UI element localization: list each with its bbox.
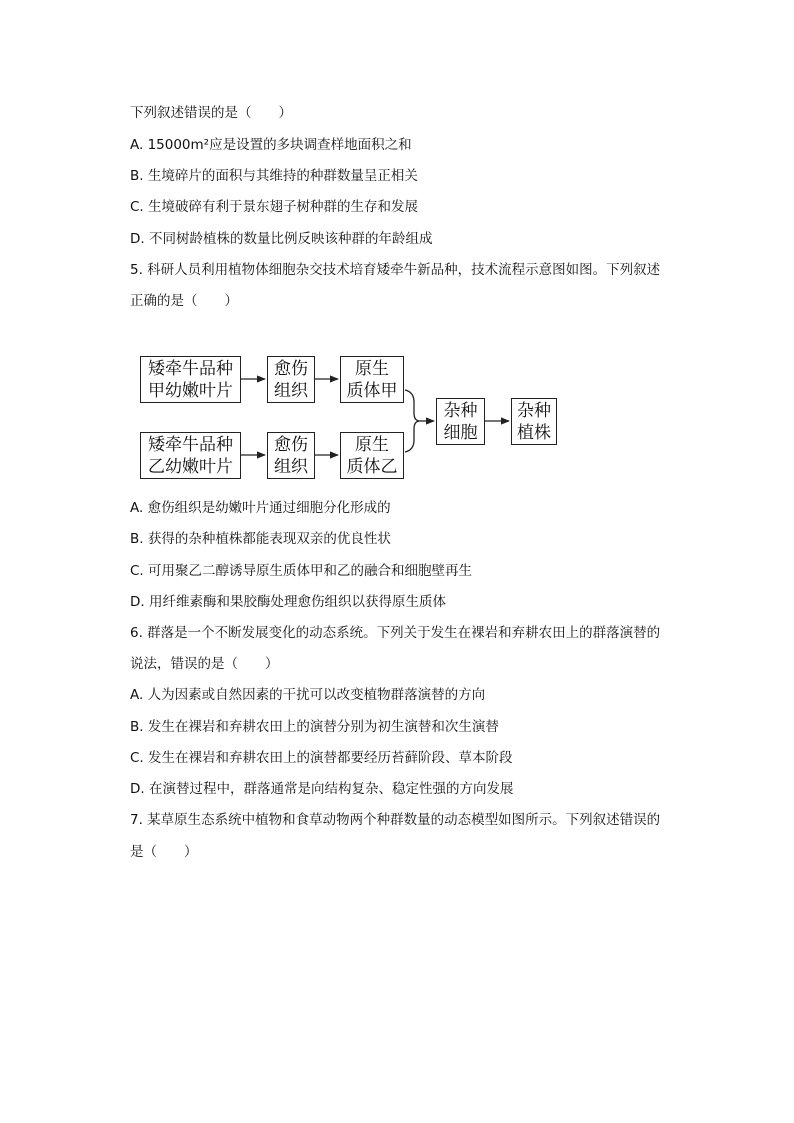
box-protoplast-a-line2: 质体甲	[346, 380, 398, 401]
q7-stem-line1: 7. 某草原生态系统中植物和食草动物两个种群数量的动态模型如图所示。下列叙述错误的	[130, 812, 661, 828]
q7-stem-line2: 是（ ）	[130, 844, 198, 860]
box-callus-b-line1: 愈伤	[274, 434, 308, 455]
box-protoplast-b-line1: 原生	[355, 434, 389, 455]
q6-option-d[interactable]: D. 在演替过程中，群落通常是向结构复杂、稳定性强的方向发展	[130, 781, 514, 797]
q5-option-b[interactable]: B. 获得的杂种植株都能表现双亲的优良性状	[130, 531, 391, 547]
box-leaf-b	[140, 432, 241, 479]
q6-option-a[interactable]: A. 人为因素或自然因素的干扰可以改变植物群落演替的方向	[130, 687, 486, 703]
q4-option-d[interactable]: D. 不同树龄植株的数量比例反映该种群的年龄组成	[130, 231, 433, 247]
box-callus-a-line2: 组织	[274, 380, 308, 401]
box-hybrid-plant-line2: 植株	[517, 422, 551, 443]
q5-option-d[interactable]: D. 用纤维素酶和果胶酶处理愈伤组织以获得原生质体	[130, 594, 446, 610]
box-callus-b-line2: 组织	[274, 456, 308, 477]
box-hybrid-plant	[511, 398, 557, 445]
q6-stem-line1: 6. 群落是一个不断发展变化的动态系统。下列关于发生在裸岩和弃耕农田上的群落演替的	[130, 625, 661, 641]
merge-brace	[405, 390, 420, 452]
q6-option-c[interactable]: C. 发生在裸岩和弃耕农田上的演替都要经历苔藓阶段、草本阶段	[130, 750, 513, 766]
box-leaf-b-line2: 乙幼嫩叶片	[148, 456, 233, 477]
q6-stem-line2: 说法，错误的是（ ）	[130, 656, 279, 672]
box-callus-a-line1: 愈伤	[274, 358, 308, 379]
box-leaf-a-line1: 矮牵牛品种	[148, 358, 233, 379]
q5-stem-line2: 正确的是（ ）	[130, 293, 238, 309]
q4-stem: 下列叙述错误的是（ ）	[130, 105, 292, 121]
box-hybrid-cell	[436, 398, 485, 445]
box-protoplast-b-line2: 质体乙	[346, 456, 398, 477]
q5-option-a[interactable]: A. 愈伤组织是幼嫩叶片通过细胞分化形成的	[130, 500, 391, 516]
box-leaf-b-line1: 矮牵牛品种	[148, 434, 233, 455]
box-leaf-a-line2: 甲幼嫩叶片	[148, 380, 233, 401]
q6-option-b[interactable]: B. 发生在裸岩和弃耕农田上的演替分别为初生演替和次生演替	[130, 719, 499, 735]
box-callus-a	[267, 356, 315, 403]
box-leaf-a	[140, 356, 241, 403]
q4-option-b[interactable]: B. 生境碎片的面积与其维持的种群数量呈正相关	[130, 168, 418, 184]
q4-option-a[interactable]: A. 15000m²应是设置的多块调查样地面积之和	[130, 137, 412, 153]
q4-option-c[interactable]: C. 生境破碎有利于景东翅子树种群的生存和发展	[130, 199, 419, 215]
box-protoplast-b	[340, 432, 404, 479]
box-hybrid-cell-line1: 杂种	[443, 400, 478, 421]
box-hybrid-plant-line1: 杂种	[517, 400, 551, 421]
q5-option-c[interactable]: C. 可用聚乙二醇诱导原生质体甲和乙的融合和细胞壁再生	[130, 563, 473, 579]
q5-stem-line1: 5. 科研人员利用植物体细胞杂交技术培育矮牵牛新品种，技术流程示意图如图。下列叙述	[130, 262, 661, 278]
box-hybrid-cell-line2: 细胞	[443, 422, 478, 443]
box-protoplast-a	[340, 356, 404, 403]
box-callus-b	[267, 432, 315, 479]
box-protoplast-a-line1: 原生	[355, 358, 389, 379]
